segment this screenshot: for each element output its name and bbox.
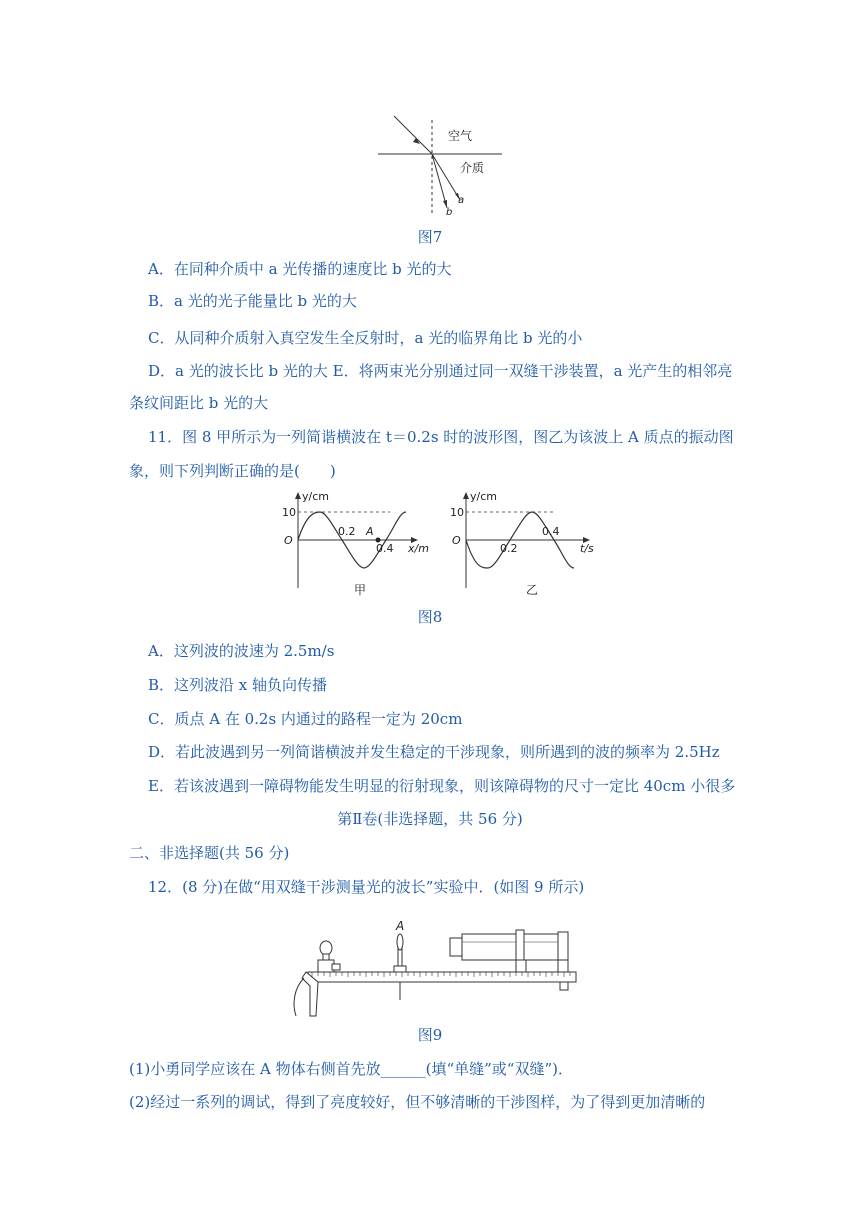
jia-sublabel: 甲 [354, 583, 367, 597]
q12-stem: 12．(8 分)在做“用双缝干涉测量光的波长”实验中．(如图 9 所示) [148, 878, 585, 896]
q11-stem-line1: 11．图 8 甲所示为一列简谐横波在 t＝0.2s 时的波形图，图乙为该波上 A 质点的振动图 [148, 428, 734, 446]
jia-origin: O [284, 534, 293, 547]
q10-option-c: C．从同种介质射入真空发生全反射时，a 光的临界角比 b 光的小 [148, 329, 583, 347]
q10-option-b: B．a 光的光子能量比 b 光的大 [148, 292, 357, 310]
power-cable [294, 978, 304, 1016]
jia-xtick-0-4: 0.4 [376, 542, 394, 555]
jia-y-arrow [295, 492, 301, 499]
section-2-title: 第Ⅱ卷(非选择题，共 56 分) [337, 810, 523, 828]
yi-x-label: t/s [580, 542, 594, 555]
jia-ytick: 10 [282, 506, 296, 519]
label-ray-a: a [458, 195, 465, 206]
section-2-heading: 二、非选择题(共 56 分) [129, 844, 290, 862]
figure-9-caption: 图9 [417, 1026, 443, 1044]
incident-ray [394, 116, 432, 154]
jia-x-label: x/m [408, 542, 429, 555]
figure-7-refraction-diagram [370, 110, 510, 222]
q10-option-e-cont: 条纹间距比 b 光的大 [129, 394, 269, 412]
q10-option-d-e: D．a 光的波长比 b 光的大 E．将两束光分别通过同一双缝干涉装置，a 光产生的相邻亮 [148, 362, 733, 380]
figure-8-caption: 图8 [417, 608, 443, 626]
q11-option-d: D．若此波遇到另一列简谐横波并发生稳定的干涉现象，则所遇到的波的频率为 2.5Hz [148, 743, 720, 761]
element-a-holder [394, 934, 406, 1000]
label-medium: 介质 [460, 161, 485, 175]
graph-yi [450, 490, 594, 597]
jia-point-a-label: A [366, 525, 374, 538]
figure-8-wave-graphs [280, 488, 610, 600]
jia-xtick-0-2: 0.2 [338, 525, 356, 538]
q12-part-2: (2)经过一系列的调试，得到了亮度较好，但不够清晰的干涉图样，为了得到更加清晰的 [129, 1093, 706, 1111]
yi-xtick-0-2: 0.2 [500, 542, 518, 555]
refracted-ray-a [432, 154, 460, 200]
yi-y-arrow [463, 492, 469, 499]
light-bulb [318, 941, 340, 972]
yi-origin: O [452, 534, 461, 547]
label-air: 空气 [448, 129, 473, 143]
figure-7-caption: 图7 [417, 228, 443, 246]
yi-xtick-0-4: 0.4 [542, 525, 560, 538]
label-element-a: A [396, 919, 405, 933]
q11-option-a: A．这列波的波速为 2.5m/s [148, 642, 335, 660]
label-ray-b: b [446, 207, 453, 218]
q11-option-e: E．若该波遇到一障碍物能发生明显的衍射现象，则该障碍物的尺寸一定比 40cm 小很多 [148, 777, 736, 795]
graph-jia [282, 490, 429, 597]
q11-option-b: B．这列波沿 x 轴负向传播 [148, 676, 328, 694]
refracted-ray-b [432, 154, 447, 208]
q11-stem-line2: 象，则下列判断正确的是( ) [129, 462, 336, 480]
yi-y-label: y/cm [470, 490, 497, 503]
yi-ytick: 10 [450, 506, 464, 519]
figure-9-apparatus [288, 912, 588, 1022]
jia-y-label: y/cm [302, 490, 329, 503]
q10-option-a: A．在同种介质中 a 光传播的速度比 b 光的大 [148, 260, 452, 278]
q11-option-c: C．质点 A 在 0.2s 内通过的路程一定为 20cm [148, 710, 463, 728]
yi-sublabel: 乙 [526, 583, 539, 597]
q12-part-1: (1)小勇同学应该在 A 物体右侧首先放______(填“单缝”或“双缝”)． [129, 1060, 573, 1078]
